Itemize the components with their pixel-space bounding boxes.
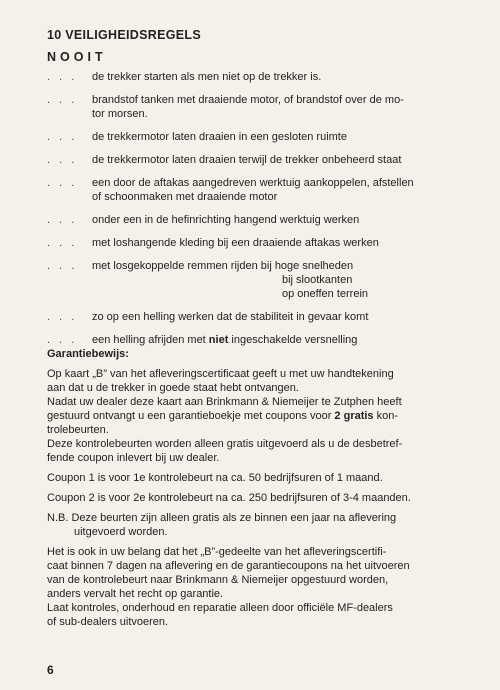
rule-dots: . . . xyxy=(47,154,78,166)
rule-dots: . . . xyxy=(47,94,78,106)
text-line: van de kontrolebeurt naar Brinkmann & Niemeijer opgestuurd worden, xyxy=(47,574,389,586)
rule-text: tor morsen. xyxy=(92,108,148,120)
text-line: anders vervalt het recht op garantie. xyxy=(47,588,224,600)
rule-text: een helling afrijden met xyxy=(92,334,209,346)
rule-text: de trekkermotor laten draaien terwijl de trekker onbeheerd staat xyxy=(92,154,402,166)
text-span: gestuurd ontvangt u een garantieboekje met coupons voor xyxy=(47,410,335,422)
rule-emphasis: niet xyxy=(208,334,229,346)
text-line: Op kaart „B” van het afleveringscertificaat geeft u met uw handtekening xyxy=(47,368,394,380)
text-line: aan dat u de trekker in goede staat hebt ontvangen. xyxy=(47,382,299,394)
warranty-paragraph xyxy=(47,367,467,465)
rule-item xyxy=(47,310,467,324)
warranty-title: Garantiebewijs: xyxy=(47,348,129,360)
rule-subtext: op oneffen terrein xyxy=(282,288,369,300)
rule-text: of schoonmaken met draaiende motor xyxy=(92,191,278,203)
rule-item xyxy=(47,176,467,204)
text-line xyxy=(47,409,467,423)
text-line: Laat kontroles, onderhoud en reparatie alleen door officiële MF-dealers xyxy=(47,602,393,614)
rule-text: een door de aftakas aangedreven werktuig aankoppelen, afstellen xyxy=(92,177,414,189)
rule-item xyxy=(47,213,467,227)
rule-dots: . . . xyxy=(47,334,78,346)
rule-dots: . . . xyxy=(47,71,78,83)
text-line: fende coupon inlevert bij uw dealer. xyxy=(47,452,220,464)
text-line: of sub-dealers uitvoeren. xyxy=(47,616,169,628)
text-span: kon- xyxy=(373,410,399,422)
rule-text: onder een in de hefinrichting hangend werktuig werken xyxy=(92,214,360,226)
text-line: trolebeurten. xyxy=(47,424,109,436)
page-number: 6 xyxy=(47,663,54,677)
rule-item xyxy=(47,70,467,84)
rule-text: brandstof tanken met draaiende motor, of brandstof over de mo- xyxy=(92,94,404,106)
rule-item xyxy=(47,236,467,250)
warranty-paragraph xyxy=(47,545,467,629)
rule-dots: . . . xyxy=(47,260,78,272)
warranty-section xyxy=(47,347,467,629)
rule-text: met loshangende kleding bij een draaiende aftakas werken xyxy=(92,237,379,249)
rule-text: de trekker starten als men niet op de trekker is. xyxy=(92,71,322,83)
never-heading: NOOIT xyxy=(47,50,107,64)
rule-dots: . . . xyxy=(47,237,78,249)
rule-text: met losgekoppelde remmen rijden bij hoge snelheden xyxy=(92,260,354,272)
coupon-1-text: Coupon 1 is voor 1e kontrolebeurt na ca. 50 bedrijfsuren of 1 maand. xyxy=(47,472,383,484)
rule-text: zo op een helling werken dat de stabiliteit in gevaar komt xyxy=(92,311,369,323)
safety-rules-list xyxy=(47,70,467,356)
rule-text: de trekkermotor laten draaien in een gesloten ruimte xyxy=(92,131,347,143)
rule-item xyxy=(47,153,467,167)
text-line: N.B. Deze beurten zijn alleen gratis als ze binnen een jaar na aflevering xyxy=(47,512,397,524)
rule-dots: . . . xyxy=(47,131,78,143)
nb-note xyxy=(47,511,467,539)
coupon-2-text: Coupon 2 is voor 2e kontrolebeurt na ca. 250 bedrijfsuren of 3-4 maanden. xyxy=(47,492,411,504)
rule-dots: . . . xyxy=(47,311,78,323)
rule-item xyxy=(47,93,467,121)
text-line: Deze kontrolebeurten worden alleen gratis uitgevoerd als u de desbetref- xyxy=(47,438,403,450)
text-line: Nadat uw dealer deze kaart aan Brinkmann & Niemeijer te Zutphen heeft xyxy=(47,396,402,408)
rule-item xyxy=(47,259,467,301)
rule-dots: . . . xyxy=(47,214,78,226)
rule-text: ingeschakelde versnelling xyxy=(228,334,358,346)
emphasis-text: 2 gratis xyxy=(334,410,374,422)
text-line: caat binnen 7 dagen na aflevering en de garantiecoupons na het uitvoeren xyxy=(47,560,410,572)
rule-item xyxy=(47,333,467,347)
rule-dots: . . . xyxy=(47,177,78,189)
text-line: uitgevoerd worden. xyxy=(74,526,168,538)
rule-subtext: bij slootkanten xyxy=(282,274,353,286)
section-heading: 10 VEILIGHEIDSREGELS xyxy=(47,28,201,42)
text-line: Het is ook in uw belang dat het „B”-gedeelte van het afleveringscertifi- xyxy=(47,546,387,558)
rule-item xyxy=(47,130,467,144)
